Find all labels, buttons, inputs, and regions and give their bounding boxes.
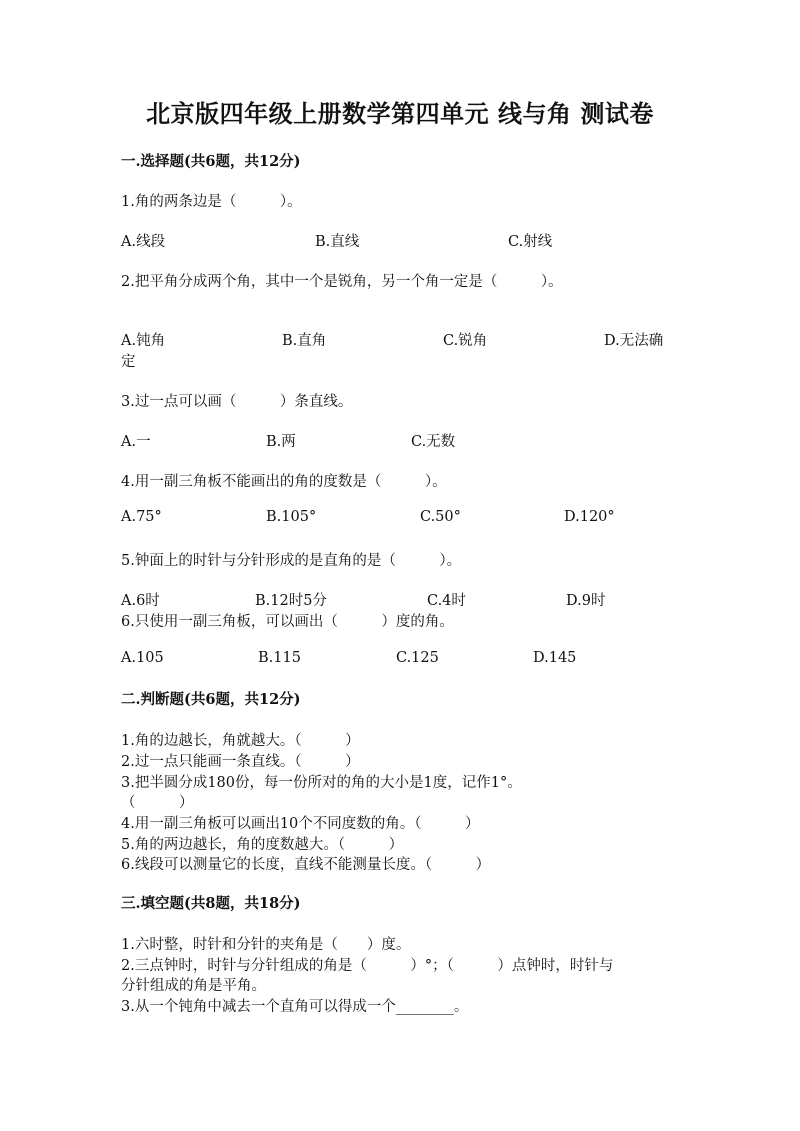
option: A.钝角 (121, 333, 166, 349)
option: D.9时 (566, 593, 606, 609)
question-stem: 3.过一点可以画（ ）条直线。 (121, 394, 353, 410)
option: B.115 (258, 650, 301, 666)
fill-item: 1.六时整，时针和分针的夹角是（ ）度。 (121, 937, 411, 953)
section-heading-choice: 一.选择题(共6题，共12分) (121, 153, 301, 170)
section-heading-fill: 三.填空题(共8题，共18分) (121, 895, 301, 912)
judgement-item: 1.角的边越长，角就越大。（ ） (121, 733, 360, 749)
option: A.75° (121, 509, 162, 525)
option: B.105° (266, 509, 317, 525)
question-stem: 4.用一副三角板不能画出的角的度数是（ ）。 (121, 474, 447, 490)
option: D.145 (533, 650, 577, 666)
option: C.射线 (508, 234, 553, 250)
fill-item: 分针组成的角是平角。 (121, 978, 266, 994)
page-title: 北京版四年级上册数学第四单元 线与角 测试卷 (146, 99, 654, 128)
option: C.4时 (427, 593, 466, 609)
option: B.12时5分 (255, 593, 327, 609)
option-wrap: 定 (121, 354, 136, 370)
judgement-item: 3.把半圆分成180份，每一份所对的角的大小是1度，记作1°。 (121, 775, 522, 791)
option: B.直角 (282, 333, 327, 349)
option: C.125 (396, 650, 439, 666)
judgement-item: （ ） (121, 795, 194, 811)
option: D.120° (564, 509, 615, 525)
option: A.6时 (121, 593, 160, 609)
judgement-item: 4.用一副三角板可以画出10个不同度数的角。（ ） (121, 816, 480, 832)
judgement-item: 2.过一点只能画一条直线。（ ） (121, 754, 360, 770)
option: A.线段 (121, 234, 166, 250)
option: D.无法确 (604, 333, 664, 349)
option: A.一 (121, 434, 151, 450)
judgement-item: 5.角的两边越长，角的度数越大。（ ） (121, 837, 404, 853)
option: C.无数 (411, 434, 456, 450)
question-stem: 2.把平角分成两个角，其中一个是锐角，另一个角一定是（ ）。 (121, 274, 563, 290)
question-stem: 5.钟面上的时针与分针形成的是直角的是（ ）。 (121, 553, 462, 569)
fill-item: 3.从一个钝角中减去一个直角可以得成一个________。 (121, 999, 469, 1015)
option: B.直线 (315, 234, 360, 250)
option: C.50° (420, 509, 461, 525)
question-stem: 1.角的两条边是（ ）。 (121, 194, 302, 210)
option: C.锐角 (443, 333, 488, 349)
judgement-item: 6.线段可以测量它的长度，直线不能测量长度。（ ） (121, 857, 491, 873)
option: A.105 (121, 650, 164, 666)
option: B.两 (266, 434, 296, 450)
fill-item: 2.三点钟时，时针与分针组成的角是（ ）°；（ ）点钟时，时针与 (121, 958, 614, 974)
question-stem: 6.只使用一副三角板，可以画出（ ）度的角。 (121, 614, 454, 630)
section-heading-judgement: 二.判断题(共6题，共12分) (121, 691, 301, 708)
